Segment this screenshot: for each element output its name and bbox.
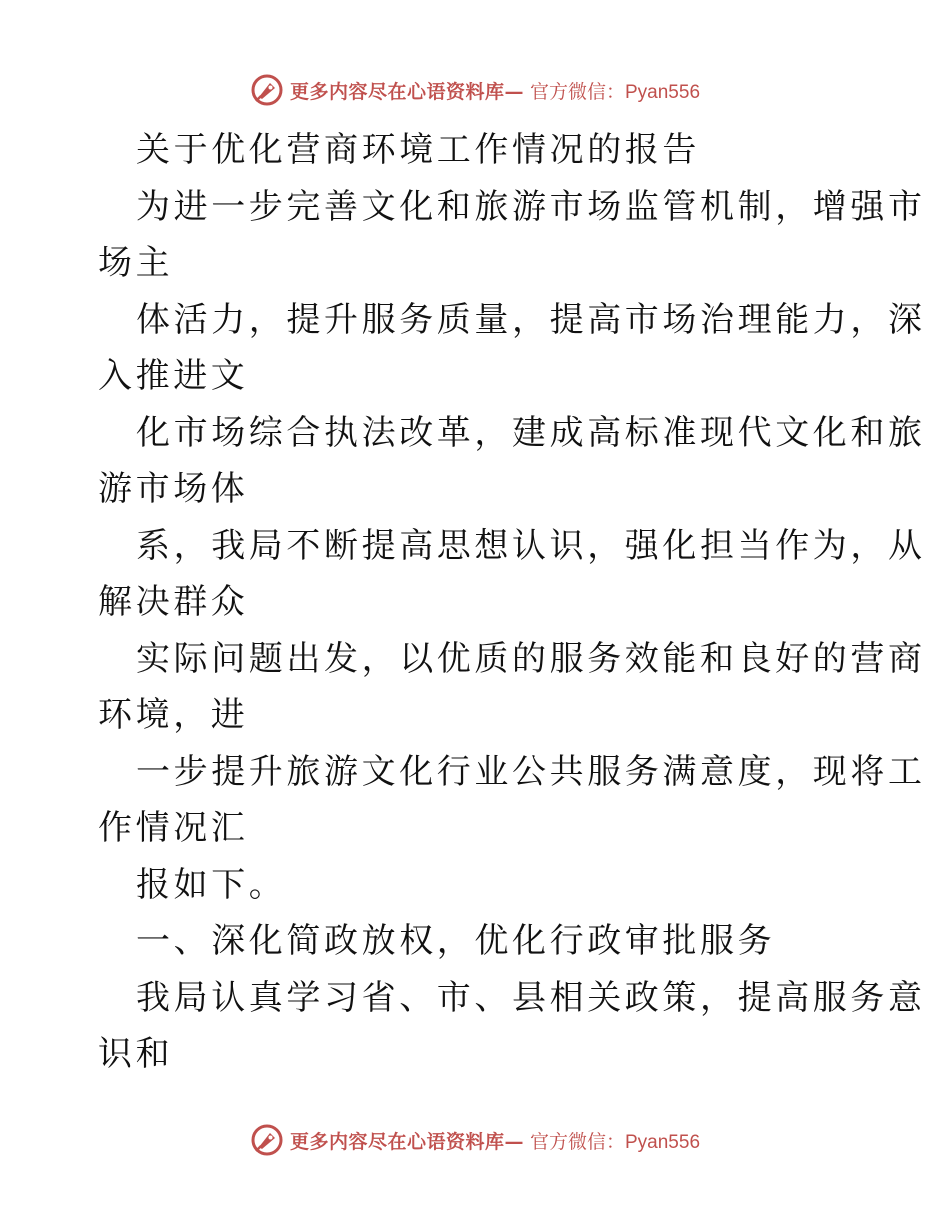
text-line: 解决群众: [98, 582, 249, 622]
watermark-promo-text: 更多内容尽在心语资料库—: [289, 1130, 524, 1153]
text-line: 作情况汇: [98, 808, 249, 848]
header-watermark: [0, 70, 950, 110]
watermark-wechat-text: 官方微信：Pyan556: [530, 1131, 701, 1153]
footer-watermark: [0, 1120, 950, 1160]
text-line: 一步提升旅游文化行业公共服务满意度，现将工: [136, 751, 926, 792]
text-line: 化市场综合执法改革，建成高标准现代文化和旅: [136, 412, 926, 453]
text-line: 为进一步完善文化和旅游市场监管机制，增强市: [136, 186, 926, 227]
watermark-wechat-text: 官方微信：Pyan556: [530, 81, 701, 103]
text-line: 场主: [98, 243, 174, 283]
text-line: 实际问题出发，以优质的服务效能和良好的营商: [136, 638, 926, 679]
pen-nib-logo-icon: [250, 1123, 284, 1157]
text-line: 入推进文: [98, 356, 249, 396]
pen-nib-logo-icon: [250, 73, 284, 107]
document-title: 关于优化营商环境工作情况的报告: [136, 130, 700, 170]
text-line: 系，我局不断提高思想认识，强化担当作为，从: [136, 525, 926, 566]
text-line: 环境，进: [98, 695, 249, 735]
text-line: 体活力，提升服务质量，提高市场治理能力，深: [136, 299, 926, 340]
text-line: 识和: [98, 1034, 174, 1074]
text-line: 游市场体: [98, 469, 249, 509]
document-body: [98, 122, 926, 1083]
text-line: 我局认真学习省、市、县相关政策，提高服务意: [136, 977, 926, 1018]
section-heading: 一、深化简政放权，优化行政审批服务: [136, 921, 776, 961]
watermark-promo-text: 更多内容尽在心语资料库—: [289, 80, 524, 103]
text-line: 报如下。: [136, 864, 287, 905]
